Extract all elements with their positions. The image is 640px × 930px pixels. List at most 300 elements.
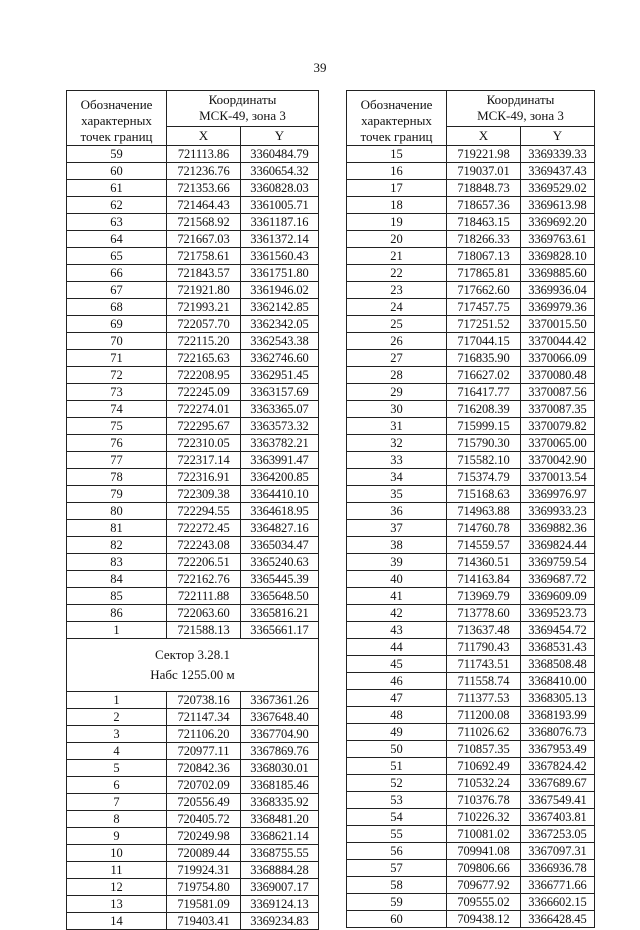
table-row bbox=[67, 452, 319, 469]
x-coordinate-cell: 719581.09 bbox=[167, 896, 241, 913]
y-coordinate-cell: 3370087.35 bbox=[521, 401, 595, 418]
table-row bbox=[347, 605, 595, 622]
y-coordinate-cell: 3362342.05 bbox=[241, 316, 319, 333]
x-coordinate-cell: 715168.63 bbox=[447, 486, 521, 503]
point-number-cell: 29 bbox=[347, 384, 447, 401]
header-label-line: Обозначение bbox=[80, 97, 153, 112]
point-number-cell: 63 bbox=[67, 214, 167, 231]
table-row bbox=[347, 214, 595, 231]
x-coordinate-cell: 718657.36 bbox=[447, 197, 521, 214]
y-coordinate-cell: 3360654.32 bbox=[241, 163, 319, 180]
table-row bbox=[67, 726, 319, 743]
point-number-cell: 72 bbox=[67, 367, 167, 384]
point-number-cell: 10 bbox=[67, 845, 167, 862]
point-number-cell: 53 bbox=[347, 792, 447, 809]
point-number-cell: 2 bbox=[67, 709, 167, 726]
table-row bbox=[67, 794, 319, 811]
point-number-cell: 66 bbox=[67, 265, 167, 282]
y-coordinate-cell: 3362543.38 bbox=[241, 333, 319, 350]
table-row bbox=[347, 265, 595, 282]
point-number-cell: 64 bbox=[67, 231, 167, 248]
point-number-cell: 24 bbox=[347, 299, 447, 316]
x-coordinate-cell: 709677.92 bbox=[447, 877, 521, 894]
point-number-cell: 35 bbox=[347, 486, 447, 503]
point-number-cell: 3 bbox=[67, 726, 167, 743]
point-number-cell: 15 bbox=[347, 146, 447, 163]
coordinates-header bbox=[447, 91, 595, 127]
table-row bbox=[67, 760, 319, 777]
y-coordinate-cell: 3364618.95 bbox=[241, 503, 319, 520]
x-coordinate-cell: 722115.20 bbox=[167, 333, 241, 350]
point-number-cell: 44 bbox=[347, 639, 447, 656]
table-row bbox=[347, 860, 595, 877]
y-coordinate-cell: 3369976.97 bbox=[521, 486, 595, 503]
y-coordinate-cell: 3368335.92 bbox=[241, 794, 319, 811]
table-row bbox=[67, 588, 319, 605]
table-row bbox=[67, 503, 319, 520]
coordinates-table-right bbox=[346, 90, 595, 928]
coordinates-header-line: Координаты bbox=[208, 92, 277, 108]
point-number-cell: 85 bbox=[67, 588, 167, 605]
y-coordinate-cell: 3365240.63 bbox=[241, 554, 319, 571]
point-number-cell: 26 bbox=[347, 333, 447, 350]
y-coordinate-cell: 3369613.98 bbox=[521, 197, 595, 214]
point-number-cell: 67 bbox=[67, 282, 167, 299]
coordinates-header bbox=[167, 91, 319, 127]
point-number-cell: 59 bbox=[67, 146, 167, 163]
x-coordinate-cell: 715582.10 bbox=[447, 452, 521, 469]
table-row bbox=[347, 299, 595, 316]
point-number-cell: 56 bbox=[347, 843, 447, 860]
y-coordinate-cell: 3363991.47 bbox=[241, 452, 319, 469]
y-coordinate-cell: 3366602.15 bbox=[521, 894, 595, 911]
y-coordinate-cell: 3362142.85 bbox=[241, 299, 319, 316]
table-row bbox=[67, 777, 319, 794]
table-row bbox=[67, 248, 319, 265]
x-coordinate-cell: 721843.57 bbox=[167, 265, 241, 282]
table-row bbox=[67, 828, 319, 845]
y-coordinate-cell: 3369234.83 bbox=[241, 913, 319, 930]
point-number-cell: 79 bbox=[67, 486, 167, 503]
x-coordinate-cell: 719403.41 bbox=[167, 913, 241, 930]
x-coordinate-cell: 721236.76 bbox=[167, 163, 241, 180]
x-coordinate-cell: 717662.60 bbox=[447, 282, 521, 299]
table-row bbox=[67, 862, 319, 879]
point-number-cell: 18 bbox=[347, 197, 447, 214]
table-row bbox=[347, 554, 595, 571]
y-coordinate-cell: 3369437.43 bbox=[521, 163, 595, 180]
coordinates-header-line: МСК-49, зона 3 bbox=[477, 108, 564, 124]
table-row bbox=[67, 913, 319, 930]
point-number-cell: 37 bbox=[347, 520, 447, 537]
point-number-cell: 40 bbox=[347, 571, 447, 588]
x-coordinate-cell: 721464.43 bbox=[167, 197, 241, 214]
table-row bbox=[347, 622, 595, 639]
y-coordinate-cell: 3367869.76 bbox=[241, 743, 319, 760]
x-coordinate-cell: 714963.88 bbox=[447, 503, 521, 520]
point-number-cell: 58 bbox=[347, 877, 447, 894]
x-coordinate-cell: 716835.90 bbox=[447, 350, 521, 367]
table-row bbox=[347, 333, 595, 350]
header-row bbox=[347, 91, 595, 127]
table-row bbox=[347, 350, 595, 367]
point-number-cell: 43 bbox=[347, 622, 447, 639]
x-coordinate-cell: 709438.12 bbox=[447, 911, 521, 928]
table-row bbox=[67, 743, 319, 760]
point-number-cell: 69 bbox=[67, 316, 167, 333]
table-row bbox=[347, 469, 595, 486]
y-coordinate-cell: 3366428.45 bbox=[521, 911, 595, 928]
point-number-cell: 20 bbox=[347, 231, 447, 248]
table-row bbox=[347, 384, 595, 401]
x-coordinate-cell: 714559.57 bbox=[447, 537, 521, 554]
point-number-cell: 14 bbox=[67, 913, 167, 930]
x-coordinate-cell: 720556.49 bbox=[167, 794, 241, 811]
point-number-cell: 22 bbox=[347, 265, 447, 282]
point-number-cell: 39 bbox=[347, 554, 447, 571]
y-coordinate-cell: 3369885.60 bbox=[521, 265, 595, 282]
point-number-cell: 5 bbox=[67, 760, 167, 777]
y-coordinate-cell: 3369529.02 bbox=[521, 180, 595, 197]
point-number-cell: 74 bbox=[67, 401, 167, 418]
header-label-line: Обозначение bbox=[360, 97, 433, 112]
x-coordinate-cell: 721667.03 bbox=[167, 231, 241, 248]
table-row bbox=[67, 879, 319, 896]
table-row bbox=[67, 384, 319, 401]
x-coordinate-cell: 717251.52 bbox=[447, 316, 521, 333]
point-number-cell: 62 bbox=[67, 197, 167, 214]
table-row bbox=[347, 367, 595, 384]
table-row bbox=[67, 845, 319, 862]
y-coordinate-cell: 3370044.42 bbox=[521, 333, 595, 350]
x-coordinate-cell: 722057.70 bbox=[167, 316, 241, 333]
point-number-cell: 59 bbox=[347, 894, 447, 911]
y-coordinate-cell: 3367549.41 bbox=[521, 792, 595, 809]
x-coordinate-cell: 710376.78 bbox=[447, 792, 521, 809]
x-axis-header: X bbox=[167, 126, 241, 145]
x-coordinate-cell: 721993.21 bbox=[167, 299, 241, 316]
point-number-cell: 60 bbox=[67, 163, 167, 180]
point-number-cell: 48 bbox=[347, 707, 447, 724]
x-coordinate-cell: 719924.31 bbox=[167, 862, 241, 879]
y-coordinate-cell: 3368531.43 bbox=[521, 639, 595, 656]
table-row bbox=[347, 656, 595, 673]
point-number-cell: 9 bbox=[67, 828, 167, 845]
point-number-cell: 41 bbox=[347, 588, 447, 605]
table-row bbox=[347, 877, 595, 894]
y-coordinate-cell: 3365648.50 bbox=[241, 588, 319, 605]
point-number-cell: 61 bbox=[67, 180, 167, 197]
point-number-cell: 55 bbox=[347, 826, 447, 843]
y-coordinate-cell: 3368508.48 bbox=[521, 656, 595, 673]
point-number-cell: 45 bbox=[347, 656, 447, 673]
point-number-cell: 30 bbox=[347, 401, 447, 418]
x-coordinate-cell: 721106.20 bbox=[167, 726, 241, 743]
table-row bbox=[347, 452, 595, 469]
x-coordinate-cell: 711558.74 bbox=[447, 673, 521, 690]
y-coordinate-cell: 3370080.48 bbox=[521, 367, 595, 384]
x-coordinate-cell: 722063.60 bbox=[167, 605, 241, 622]
x-coordinate-cell: 714163.84 bbox=[447, 571, 521, 588]
x-coordinate-cell: 720405.72 bbox=[167, 811, 241, 828]
x-coordinate-cell: 710532.24 bbox=[447, 775, 521, 792]
point-number-cell: 54 bbox=[347, 809, 447, 826]
point-number-cell: 4 bbox=[67, 743, 167, 760]
table-row bbox=[347, 690, 595, 707]
x-coordinate-cell: 717044.15 bbox=[447, 333, 521, 350]
y-coordinate-cell: 3361946.02 bbox=[241, 282, 319, 299]
header-label-line: точек границ bbox=[360, 129, 433, 144]
y-coordinate-cell: 3365661.17 bbox=[241, 622, 319, 639]
point-number-cell: 31 bbox=[347, 418, 447, 435]
y-coordinate-cell: 3363157.69 bbox=[241, 384, 319, 401]
y-coordinate-cell: 3367824.42 bbox=[521, 758, 595, 775]
y-coordinate-cell: 3370015.50 bbox=[521, 316, 595, 333]
y-coordinate-cell: 3361560.43 bbox=[241, 248, 319, 265]
x-coordinate-cell: 720977.11 bbox=[167, 743, 241, 760]
y-coordinate-cell: 3363782.21 bbox=[241, 435, 319, 452]
y-coordinate-cell: 3369609.09 bbox=[521, 588, 595, 605]
point-number-cell: 51 bbox=[347, 758, 447, 775]
x-coordinate-cell: 720702.09 bbox=[167, 777, 241, 794]
point-number-cell: 13 bbox=[67, 896, 167, 913]
point-number-cell: 46 bbox=[347, 673, 447, 690]
sector-heading-line: Сектор 3.28.1 bbox=[154, 647, 230, 662]
table-row bbox=[347, 843, 595, 860]
x-coordinate-cell: 722245.09 bbox=[167, 384, 241, 401]
coordinates-table-right-body bbox=[347, 91, 595, 928]
y-coordinate-cell: 3369687.72 bbox=[521, 571, 595, 588]
y-coordinate-cell: 3366936.78 bbox=[521, 860, 595, 877]
x-coordinate-cell: 710081.02 bbox=[447, 826, 521, 843]
y-coordinate-cell: 3367704.90 bbox=[241, 726, 319, 743]
table-row bbox=[67, 214, 319, 231]
table-row bbox=[347, 588, 595, 605]
table-row bbox=[347, 571, 595, 588]
point-number-cell: 75 bbox=[67, 418, 167, 435]
table-row bbox=[347, 826, 595, 843]
y-coordinate-cell: 3362951.45 bbox=[241, 367, 319, 384]
table-row bbox=[67, 692, 319, 709]
x-coordinate-cell: 722317.14 bbox=[167, 452, 241, 469]
y-coordinate-cell: 3364410.10 bbox=[241, 486, 319, 503]
table-row bbox=[67, 163, 319, 180]
x-coordinate-cell: 710226.32 bbox=[447, 809, 521, 826]
table-row bbox=[67, 299, 319, 316]
x-coordinate-cell: 722162.76 bbox=[167, 571, 241, 588]
table-row bbox=[347, 741, 595, 758]
x-coordinate-cell: 715790.30 bbox=[447, 435, 521, 452]
point-number-cell: 49 bbox=[347, 724, 447, 741]
x-coordinate-cell: 709941.08 bbox=[447, 843, 521, 860]
point-number-cell: 81 bbox=[67, 520, 167, 537]
table-row bbox=[347, 418, 595, 435]
y-coordinate-cell: 3368884.28 bbox=[241, 862, 319, 879]
y-coordinate-cell: 3370042.90 bbox=[521, 452, 595, 469]
point-number-cell: 84 bbox=[67, 571, 167, 588]
table-row bbox=[347, 758, 595, 775]
table-row bbox=[347, 180, 595, 197]
y-coordinate-cell: 3367097.31 bbox=[521, 843, 595, 860]
table-row bbox=[347, 486, 595, 503]
point-number-cell: 8 bbox=[67, 811, 167, 828]
table-row bbox=[67, 350, 319, 367]
point-number-cell: 78 bbox=[67, 469, 167, 486]
table-row bbox=[67, 231, 319, 248]
coordinates-table-left bbox=[66, 90, 319, 930]
point-number-cell: 27 bbox=[347, 350, 447, 367]
y-coordinate-cell: 3366771.66 bbox=[521, 877, 595, 894]
x-coordinate-cell: 718848.73 bbox=[447, 180, 521, 197]
table-row bbox=[67, 197, 319, 214]
y-coordinate-cell: 3365816.21 bbox=[241, 605, 319, 622]
y-coordinate-cell: 3369007.17 bbox=[241, 879, 319, 896]
y-coordinate-cell: 3369523.73 bbox=[521, 605, 595, 622]
point-label-header bbox=[67, 91, 167, 146]
point-number-cell: 12 bbox=[67, 879, 167, 896]
y-coordinate-cell: 3364200.85 bbox=[241, 469, 319, 486]
point-number-cell: 70 bbox=[67, 333, 167, 350]
table-row bbox=[67, 316, 319, 333]
y-coordinate-cell: 3364827.16 bbox=[241, 520, 319, 537]
point-number-cell: 16 bbox=[347, 163, 447, 180]
sector-heading bbox=[67, 639, 319, 692]
y-coordinate-cell: 3368185.46 bbox=[241, 777, 319, 794]
y-coordinate-cell: 3368193.99 bbox=[521, 707, 595, 724]
coordinates-table-left-body bbox=[67, 91, 319, 930]
x-coordinate-cell: 722243.08 bbox=[167, 537, 241, 554]
y-coordinate-cell: 3368755.55 bbox=[241, 845, 319, 862]
y-coordinate-cell: 3360484.79 bbox=[241, 146, 319, 163]
sector-heading-line: Набс 1255.00 м bbox=[150, 667, 235, 682]
x-coordinate-cell: 722309.38 bbox=[167, 486, 241, 503]
point-number-cell: 60 bbox=[347, 911, 447, 928]
table-row bbox=[347, 775, 595, 792]
y-coordinate-cell: 3368076.73 bbox=[521, 724, 595, 741]
table-row bbox=[347, 894, 595, 911]
point-number-cell: 57 bbox=[347, 860, 447, 877]
y-coordinate-cell: 3369454.72 bbox=[521, 622, 595, 639]
x-coordinate-cell: 721353.66 bbox=[167, 180, 241, 197]
x-coordinate-cell: 711377.53 bbox=[447, 690, 521, 707]
point-number-cell: 28 bbox=[347, 367, 447, 384]
x-coordinate-cell: 711743.51 bbox=[447, 656, 521, 673]
x-coordinate-cell: 717457.75 bbox=[447, 299, 521, 316]
table-row bbox=[347, 724, 595, 741]
y-coordinate-cell: 3361005.71 bbox=[241, 197, 319, 214]
y-coordinate-cell: 3365034.47 bbox=[241, 537, 319, 554]
x-coordinate-cell: 711026.62 bbox=[447, 724, 521, 741]
y-coordinate-cell: 3369759.54 bbox=[521, 554, 595, 571]
table-row bbox=[67, 367, 319, 384]
y-coordinate-cell: 3361751.80 bbox=[241, 265, 319, 282]
x-coordinate-cell: 720738.16 bbox=[167, 692, 241, 709]
table-row bbox=[67, 896, 319, 913]
x-coordinate-cell: 713637.48 bbox=[447, 622, 521, 639]
table-row bbox=[67, 709, 319, 726]
table-row bbox=[347, 707, 595, 724]
point-number-cell: 47 bbox=[347, 690, 447, 707]
table-row bbox=[347, 639, 595, 656]
x-coordinate-cell: 722294.55 bbox=[167, 503, 241, 520]
x-coordinate-cell: 722206.51 bbox=[167, 554, 241, 571]
y-coordinate-cell: 3370065.00 bbox=[521, 435, 595, 452]
point-number-cell: 21 bbox=[347, 248, 447, 265]
x-coordinate-cell: 718067.13 bbox=[447, 248, 521, 265]
y-coordinate-cell: 3369339.33 bbox=[521, 146, 595, 163]
y-coordinate-cell: 3363365.07 bbox=[241, 401, 319, 418]
x-coordinate-cell: 716627.02 bbox=[447, 367, 521, 384]
point-number-cell: 36 bbox=[347, 503, 447, 520]
x-coordinate-cell: 719037.01 bbox=[447, 163, 521, 180]
x-coordinate-cell: 721568.92 bbox=[167, 214, 241, 231]
table-row bbox=[67, 469, 319, 486]
table-row bbox=[67, 605, 319, 622]
x-coordinate-cell: 713778.60 bbox=[447, 605, 521, 622]
x-coordinate-cell: 709806.66 bbox=[447, 860, 521, 877]
table-row bbox=[347, 537, 595, 554]
x-coordinate-cell: 709555.02 bbox=[447, 894, 521, 911]
y-coordinate-cell: 3368621.14 bbox=[241, 828, 319, 845]
x-coordinate-cell: 721921.80 bbox=[167, 282, 241, 299]
table-row bbox=[67, 554, 319, 571]
x-coordinate-cell: 721113.86 bbox=[167, 146, 241, 163]
x-coordinate-cell: 715374.79 bbox=[447, 469, 521, 486]
y-coordinate-cell: 3370013.54 bbox=[521, 469, 595, 486]
x-coordinate-cell: 711200.08 bbox=[447, 707, 521, 724]
x-coordinate-cell: 714360.51 bbox=[447, 554, 521, 571]
table-row bbox=[67, 537, 319, 554]
table-row bbox=[67, 333, 319, 350]
x-coordinate-cell: 718266.33 bbox=[447, 231, 521, 248]
point-number-cell: 1 bbox=[67, 622, 167, 639]
point-number-cell: 77 bbox=[67, 452, 167, 469]
table-row bbox=[347, 911, 595, 928]
point-number-cell: 76 bbox=[67, 435, 167, 452]
x-coordinate-cell: 718463.15 bbox=[447, 214, 521, 231]
point-number-cell: 65 bbox=[67, 248, 167, 265]
y-coordinate-cell: 3369828.10 bbox=[521, 248, 595, 265]
table-row bbox=[67, 811, 319, 828]
point-number-cell: 6 bbox=[67, 777, 167, 794]
sector-row bbox=[67, 639, 319, 692]
x-coordinate-cell: 722295.67 bbox=[167, 418, 241, 435]
point-number-cell: 86 bbox=[67, 605, 167, 622]
table-row bbox=[347, 163, 595, 180]
y-coordinate-cell: 3360828.03 bbox=[241, 180, 319, 197]
y-coordinate-cell: 3363573.32 bbox=[241, 418, 319, 435]
x-coordinate-cell: 722274.01 bbox=[167, 401, 241, 418]
y-coordinate-cell: 3368410.00 bbox=[521, 673, 595, 690]
x-coordinate-cell: 722316.91 bbox=[167, 469, 241, 486]
table-row bbox=[347, 792, 595, 809]
x-coordinate-cell: 713969.79 bbox=[447, 588, 521, 605]
x-coordinate-cell: 722111.88 bbox=[167, 588, 241, 605]
point-number-cell: 23 bbox=[347, 282, 447, 299]
table-row bbox=[347, 673, 595, 690]
y-coordinate-cell: 3370066.09 bbox=[521, 350, 595, 367]
table-row bbox=[67, 486, 319, 503]
y-coordinate-cell: 3369763.61 bbox=[521, 231, 595, 248]
table-row bbox=[347, 520, 595, 537]
y-coordinate-cell: 3367403.81 bbox=[521, 809, 595, 826]
table-row bbox=[347, 146, 595, 163]
table-row bbox=[67, 435, 319, 452]
table-row bbox=[67, 622, 319, 639]
y-coordinate-cell: 3369124.13 bbox=[241, 896, 319, 913]
x-coordinate-cell: 721758.61 bbox=[167, 248, 241, 265]
y-coordinate-cell: 3368030.01 bbox=[241, 760, 319, 777]
